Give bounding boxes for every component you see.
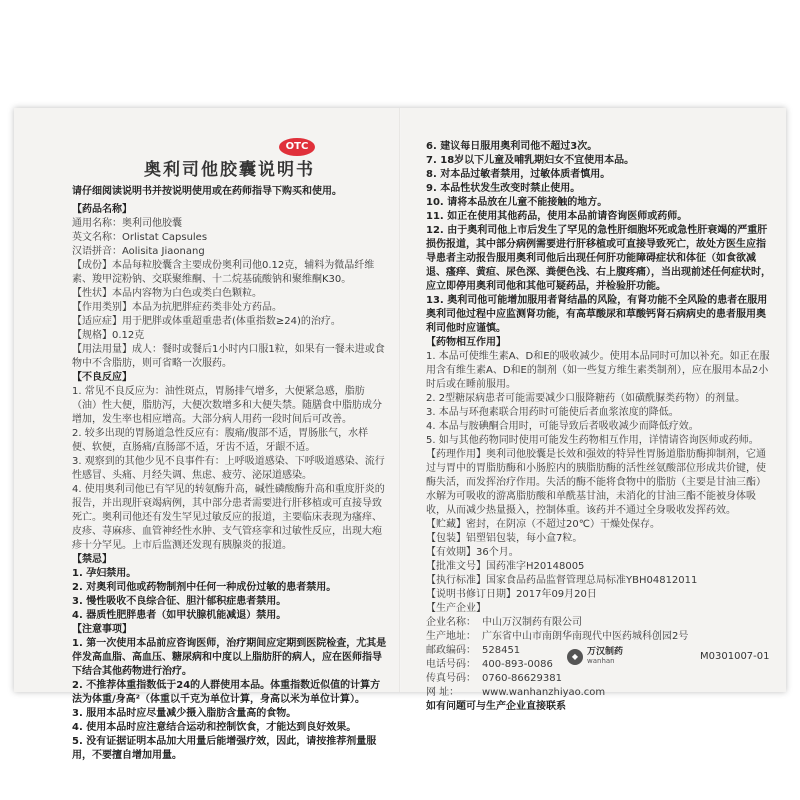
company-field-label: 企业名称： [426,617,476,628]
text-paragraph: 【有效期】36个月。 [426,547,519,558]
text-paragraph: 3. 慢性吸收不良综合征、胆汁郁积症患者禁用。 [72,596,287,607]
text-paragraph: 4. 使用奥利司他已有罕见的转氨酶升高，碱性磷酸酶升高和重度肝炎的报告，并出现肝衰竭病例，其中部分患者需要进行肝移植或可直接导致死亡。奥利司他还有发生罕见过敏反应的报道，主要临床表现为瘙痒、皮疹、荨麻疹、血管神经性水肿、支气管痉挛和过敏性反应，出现大疱疹十分罕见。上市后监测还发现有胰腺炎的报道。 [72,484,385,551]
company-field-value: www.wanhanzhiyao.com [482,687,606,698]
title-row [72,157,387,183]
text-paragraph: 1. 孕妇禁用。 [72,568,137,579]
brand-name: 万汉制药 [587,647,624,657]
company-field-label: 邮政编码： [426,645,476,656]
text-paragraph: 1. 第一次使用本品前应咨询医师，治疗期间应定期到医院检查，尤其是伴发高血脂、高血压、糖尿病和中度以上脂肪肝的病人，应在医师指导下结合其他药物进行治疗。 [72,638,387,677]
text-paragraph: 【规格】0.12克 [72,330,145,341]
text-paragraph: 汉语拼音：Aolisita Jiaonang [72,246,205,257]
text-paragraph: 【性状】本品内容物为白色或类白色颗粒。 [72,288,262,299]
right-column [426,140,771,714]
company-field-value: 0760-86629381 [482,673,562,684]
text-paragraph: 2. 2型糖尿病患者可能需要减少口服降糖药（如磺酰脲类药物）的剂量。 [426,393,746,404]
left-content [72,203,387,763]
text-paragraph: 【贮藏】密封，在阴凉（不超过20℃）干燥处保存。 [426,519,660,530]
text-paragraph: 英文名称：Orlistat Capsules [72,232,208,243]
document-title: 奥利司他胶囊说明书 [144,160,315,180]
text-paragraph: 7. 18岁以下儿童及哺乳期妇女不宜使用本品。 [426,155,635,166]
reading-notice: 请仔细阅读说明书并按说明使用或在药师指导下购买和使用。 [72,186,342,197]
fold-line [399,108,401,692]
text-paragraph: 8. 对本品过敏者禁用，过敏体质者慎用。 [426,169,611,180]
text-paragraph: 【作用类别】本品为抗肥胖症药类非处方药品。 [72,302,282,313]
text-paragraph: 2. 较多出现的胃肠道急性反应有：腹痛/腹部不适，胃肠胀气，水样便、软便，直肠痛/直肠部不适，牙齿不适，牙龈不适。 [72,428,369,453]
document-code: M0301007-01 [700,651,770,662]
text-paragraph: 4. 使用本品时应注意结合运动和控制饮食，才能达到良好效果。 [72,722,357,733]
text-paragraph: 6. 建议每日服用奥利司他不超过3次。 [426,141,598,152]
text-paragraph: 通用名称：奥利司他胶囊 [72,218,182,229]
brand-name-latin: wanhan [587,657,615,665]
text-paragraph: 3. 观察到的其他少见不良事件有：上呼吸道感染、下呼吸道感染、流行性感冒、头痛、月经失调、焦虑、疲劳、泌尿道感染。 [72,456,385,481]
text-paragraph: 4. 器质性肥胖患者（如甲状腺机能减退）禁用。 [72,610,287,621]
company-field-label: 网 址： [426,687,460,698]
text-paragraph: 1. 本品可使维生素A、D和E的吸收减少。使用本品同时可加以补充。如正在服用含有维生素A、D和E的制剂（如一些复方维生素类制剂），应在服用本品2小时后或在睡前服用。 [426,351,770,390]
company-field-label: 电话号码： [426,659,476,670]
text-paragraph: 4. 本品与胺碘酮合用时，可能导致后者吸收减少而降低疗效。 [426,421,699,432]
brand-logo [567,648,623,665]
text-paragraph: 9. 本品性状发生改变时禁止使用。 [426,183,581,194]
section-heading: 【药物相互作用】 [426,337,506,348]
text-paragraph: 3. 本品与环孢素联合用药时可能使后者血浆浓度的降低。 [426,407,679,418]
company-field-value: 400-893-0086 [482,659,553,670]
company-field-value: 528451 [482,645,521,656]
text-paragraph: 【说明书修订日期】2017年09月20日 [426,589,597,600]
text-paragraph: 5. 如与其他药物同时使用可能发生药物相互作用，详情请咨询医师或药师。 [426,435,759,446]
text-paragraph: 【包装】铝塑铝包装，每小盒7粒。 [426,533,583,544]
contact-note: 如有问题可与生产企业直接联系 [426,701,566,712]
text-paragraph: 【执行标准】国家食品药品监督管理总局标准YBH04812011 [426,575,698,586]
text-paragraph: 【药理作用】奥利司他胶囊是长效和强效的特异性胃肠道脂肪酶抑制剂，它通过与胃中的胃脂肪酶和小肠腔内的胰脂肪酶的活性丝氨酸部位形成共价键，使酶失活，而发挥治疗作用。失活的酶不能将食物中的脂肪（主要是甘油三酯）水解为可吸收的游离脂肪酸和单酰基甘油，未消化的甘油三酯不能被身体吸收，从而减少热量摄入，控制体重。该药并不通过全身吸收发挥药效。 [426,449,766,516]
text-paragraph: 11. 如正在使用其他药品，使用本品前请咨询医师或药师。 [426,211,688,222]
section-heading: 【药品名称】 [72,204,132,215]
otc-badge: OTC [279,138,315,156]
text-paragraph: 3. 服用本品时应尽量减少摄入脂肪含量高的食物。 [72,708,297,719]
section-heading: 【不良反应】 [72,372,132,383]
text-paragraph: 2. 不推荐体重指数低于24的人群使用本品。体重指数近似值的计算方法为体重/身高²（体重以千克为单位计算，身高以米为单位计算）。 [72,680,381,705]
company-row [426,672,771,686]
text-paragraph: 【成份】本品每粒胶囊含主要成份奥利司他0.12克，辅料为微晶纤维素、羧甲淀粉钠、交联聚维酮、十二烷基硫酸钠和聚维酮K30。 [72,260,375,285]
company-row [426,616,771,630]
text-paragraph: 13. 奥利司他可能增加服用者肾结晶的风险，有肾功能不全风险的患者在服用奥利司他过程中应监测肾功能，有高草酸尿和草酸钙肾石病病史的患者服用奥利司他时应谨慎。 [426,295,768,334]
text-paragraph: 5. 没有证据证明本品加大用量后能增强疗效，因此，请按推荐剂量服用，不要擅自增加用量。 [72,736,377,761]
company-field-label: 生产地址： [426,631,476,642]
section-heading: 【禁忌】 [72,554,112,565]
brand-logo-text-block [587,648,623,665]
text-paragraph: 1. 常见不良反应为：油性斑点，胃肠排气增多，大便紧急感，脂肪（油）性大便，脂肪泻，大便次数增多和大便失禁。随膳食中脂肪成分增加，发生率也相应增高。大部分病人用药一段时间后可改善。 [72,386,382,425]
text-paragraph: 【适应症】用于肥胖或体重超重患者(体重指数≥24)的治疗。 [72,316,341,327]
text-paragraph: 10. 请将本品放在儿童不能接触的地方。 [426,197,608,208]
company-row [426,686,771,700]
text-paragraph: 【生产企业】 [426,603,486,614]
text-paragraph: 12. 由于奥利司他上市后发生了罕见的急性肝细胞坏死或急性肝衰竭的严重肝损伤报道，其中部分病例需要进行肝移植或可直接导致死亡，故处方医生应指导患者主动报告服用奥利司他后出现任何肝功能障碍症状和体征（如食欲减退、瘙痒、黄疸、尿色深、粪便色浅、右上腹疼痛），当出现前述任何症状时，应立即停用奥利司他和其他可疑药品，并检验肝功能。 [426,225,771,292]
section-heading: 【注意事项】 [72,624,132,635]
company-field-value: 广东省中山市南朗华南现代中医药城科创园2号 [482,631,689,642]
right-content [426,140,771,616]
text-paragraph: 2. 对奥利司他或药物制剂中任何一种成份过敏的患者禁用。 [72,582,337,593]
company-row [426,630,771,644]
text-paragraph: 【用法用量】成人：餐时或餐后1小时内口服1粒，如果有一餐未进或食物中不含脂肪，则可省略一次服药。 [72,344,385,369]
company-field-value: 中山万汉制药有限公司 [482,617,582,628]
brand-logo-icon: ◆ [567,649,583,665]
left-column [72,157,387,763]
text-paragraph: 【批准文号】国药准字H20148005 [426,561,585,572]
company-field-label: 传真号码： [426,673,476,684]
